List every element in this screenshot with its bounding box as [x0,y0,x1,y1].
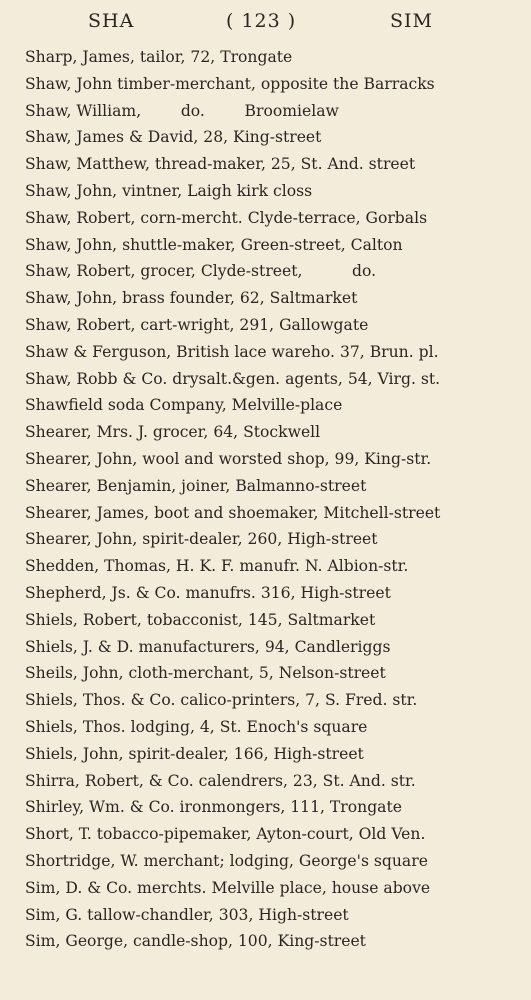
directory-entry: Shirley, Wm. & Co. ironmongers, 111, Trongate [25,798,402,817]
directory-entry: Shearer, John, spirit-dealer, 260, High-street [25,530,378,549]
directory-entry: Shortridge, W. merchant; lodging, George's square [25,852,428,870]
directory-entry: Sharp, James, tailor, 72, Trongate [25,48,293,66]
directory-entry: Sim, George, candle-shop, 100, King-street [25,932,366,951]
directory-entry: Shaw, Robert, grocer, Clyde-street, do. [25,262,377,281]
directory-entry: Shaw, Matthew, thread-maker, 25, St. And. street [25,155,416,174]
directory-entry: Shaw, John, vintner, Laigh kirk closs [25,182,313,200]
directory-entry: Shearer, Benjamin, joiner, Balmanno-street [25,476,367,495]
directory-entry: Shirra, Robert, & Co. calendrers, 23, St. And. str. [25,771,416,790]
page-number: ( 123 ) [226,10,297,32]
header-left-running-head: SHA [88,10,135,32]
directory-entry: Shiels, Robert, tobacconist, 145, Saltmarket [25,610,376,629]
directory-entry: Shaw, John, shuttle-maker, Green-street, Calton [25,235,403,254]
directory-entry: Shiels, John, spirit-dealer, 166, High-street [25,744,364,763]
directory-entry: Shawfield soda Company, Melville-place [25,396,343,415]
directory-entry: Shiels, Thos. & Co. calico-printers, 7, S. Fred. str. [25,691,418,710]
directory-entry: Shaw, Robert, cart-wright, 291, Gallowgate [25,316,369,334]
directory-entry: Shaw, Robert, corn-mercht. Clyde-terrace, Gorbals [25,208,428,227]
directory-entry: Shaw & Ferguson, British lace wareho. 37, Brun. pl. [25,342,439,361]
directory-entry: Shaw, James & David, 28, King-street [25,128,322,147]
directory-entry: Sim, D. & Co. merchts. Melville place, house above [25,878,431,897]
directory-entry: Sim, G. tallow-chandler, 303, High-street [25,905,349,924]
directory-entry: Shaw, Robb & Co. drysalt.&gen. agents, 54, Virg. st. [25,369,441,388]
directory-entry: Shearer, James, boot and shoemaker, Mitchell-street [25,503,441,522]
directory-entry: Shedden, Thomas, H. K. F. manufr. N. Albion-str. [25,557,409,576]
directory-entry: Shaw, William, do. Broomielaw [25,101,339,120]
header-right-running-head: SIM [390,10,433,32]
directory-entry: Shaw, John, brass founder, 62, Saltmarket [25,289,358,308]
directory-entry: Shepherd, Js. & Co. manufrs. 316, High-street [25,584,391,602]
directory-entry: Shearer, John, wool and worsted shop, 99, King-str. [25,450,432,468]
directory-entry: Sheils, John, cloth-merchant, 5, Nelson-street [25,664,386,683]
page-header [0,6,531,40]
directory-entry: Shiels, J. & D. manufacturers, 94, Candleriggs [25,637,391,656]
directory-entry: Shiels, Thos. lodging, 4, St. Enoch's square [25,718,368,736]
directory-entry: Shaw, John timber-merchant, opposite the Barracks [25,74,435,93]
directory-entry: Short, T. tobacco-pipemaker, Ayton-court, Old Ven. [25,825,426,844]
directory-entry: Shearer, Mrs. J. grocer, 64, Stockwell [25,423,321,442]
